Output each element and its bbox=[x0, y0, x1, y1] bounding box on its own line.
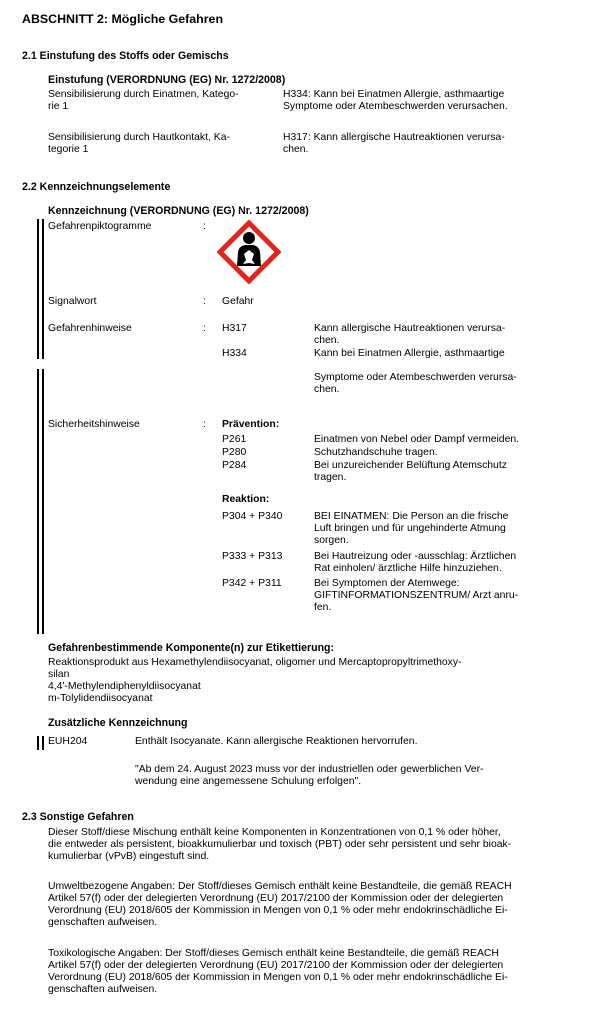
text-line: Umweltbezogene Angaben: Der Stoff/dieses Gemisch enthält keine Bestandteile, die gemäß REACH bbox=[48, 881, 512, 892]
reaction-text-p342 bbox=[314, 578, 518, 614]
change-bar bbox=[42, 736, 44, 750]
additional-labelling-heading: Zusätzliche Kennzeichnung bbox=[48, 717, 188, 729]
prevention-code-p261: P261 bbox=[222, 434, 247, 445]
text-line: Artikel 57(f) oder der delegierten Verordnung (EU) 2017/2100 der Kommission oder der delegierten bbox=[48, 893, 504, 904]
text-line: Luft bringen und für ungehinderte Atmung bbox=[314, 523, 506, 534]
component-item: 4,4'-Methylendiphenyldiisocyanat bbox=[48, 681, 201, 692]
text-line: Bei Symptomen der Atemwege: bbox=[314, 578, 460, 589]
classification-row-2-left bbox=[48, 132, 230, 156]
text-line: Bei Hautreizung oder -ausschlag: Ärztlichen bbox=[314, 551, 517, 562]
reaction-code-p304: P304 + P340 bbox=[222, 511, 283, 522]
labelling-heading: Kennzeichnung (VERORDNUNG (EG) Nr. 1272/2008) bbox=[48, 205, 309, 217]
prevention-text-p261: Einatmen von Nebel oder Dampf vermeiden. bbox=[314, 434, 520, 445]
pictogram-label: Gefahrenpiktogramme bbox=[48, 221, 152, 232]
hazard-text-h334: Kann bei Einatmen Allergie, asthmaartige bbox=[314, 348, 505, 359]
hazard-code-h317: H317 bbox=[222, 323, 247, 334]
text-line: die entweder als persistent, bioakkumulierbar und toxisch (PBT) oder sehr persistent und sehr bioak- bbox=[48, 839, 512, 850]
change-bar bbox=[42, 219, 44, 359]
pbt-paragraph bbox=[48, 827, 511, 863]
subsection-2-1-heading: 2.1 Einstufung des Stoffs oder Gemischs bbox=[22, 50, 229, 62]
health-hazard-pictogram-icon bbox=[217, 220, 281, 284]
text-line: Verordnung (EU) 2018/605 der Kommission in Mengen von 0,1 % oder mehr endokrinschädliche Ei- bbox=[48, 905, 508, 916]
text-line: rie 1 bbox=[48, 101, 69, 112]
reaction-code-p342: P342 + P311 bbox=[222, 578, 282, 589]
components-heading: Gefahrenbestimmende Komponente(n) zur Etikettierung: bbox=[48, 642, 335, 654]
text-line: GIFTINFORMATIONSZENTRUM/ Arzt anru- bbox=[314, 590, 519, 601]
text-line: genschaften aufweisen. bbox=[48, 984, 158, 995]
text-line: tegorie 1 bbox=[48, 144, 89, 155]
euh-code: EUH204 bbox=[48, 736, 88, 747]
colon: : bbox=[203, 323, 206, 334]
prevention-title: Prävention: bbox=[222, 419, 280, 430]
classification-heading: Einstufung (VERORDNUNG (EG) Nr. 1272/2008) bbox=[48, 74, 286, 86]
change-bar bbox=[37, 736, 39, 750]
text-line: Verordnung (EU) 2018/605 der Kommission in Mengen von 0,1 % oder mehr endokrinschädliche Ei- bbox=[48, 972, 508, 983]
signal-word-value: Gefahr bbox=[222, 296, 254, 307]
change-bar bbox=[37, 369, 39, 634]
text-line: Rat einholen/ ärztliche Hilfe hinzuziehen. bbox=[314, 563, 502, 574]
subsection-2-2-heading: 2.2 Kennzeichnungselemente bbox=[22, 181, 171, 193]
section-title: ABSCHNITT 2: Mögliche Gefahren bbox=[22, 12, 224, 26]
text-line: Toxikologische Angaben: Der Stoff/dieses Gemisch enthält keine Bestandteile, die gemäß REACH bbox=[48, 948, 499, 959]
subsection-2-3-heading: 2.3 Sonstige Gefahren bbox=[22, 811, 134, 823]
prevention-text-p280: Schutzhandschuhe tragen. bbox=[314, 447, 438, 458]
euh-training-note bbox=[135, 764, 484, 788]
text-line: Sensibilisierung durch Hautkontakt, Ka- bbox=[48, 132, 230, 143]
text-line: BEI EINATMEN: Die Person an die frische bbox=[314, 511, 509, 522]
euh-text: Enthält Isocyanate. Kann allergische Reaktionen hervorrufen. bbox=[135, 736, 418, 747]
prevention-text-p284 bbox=[314, 460, 507, 484]
environmental-paragraph bbox=[48, 881, 512, 929]
text-line: fen. bbox=[314, 602, 332, 613]
colon: : bbox=[203, 419, 206, 430]
text-line: Dieser Stoff/diese Mischung enthält keine Komponenten in Konzentrationen von 0,1 % oder höher, bbox=[48, 827, 501, 838]
classification-row-1-left bbox=[48, 89, 239, 113]
component-item: m-Tolylidendiisocyanat bbox=[48, 693, 153, 704]
text-line: chen. bbox=[314, 384, 340, 395]
hazard-text-h334-continued bbox=[314, 372, 517, 396]
toxicological-paragraph bbox=[48, 948, 508, 996]
change-bar bbox=[42, 369, 44, 634]
text-line: sorgen. bbox=[314, 535, 349, 546]
text-line: Symptome oder Atembeschwerden verursachen. bbox=[283, 101, 508, 112]
text-line: kumulierbar (vPvB) eingestuft sind. bbox=[48, 851, 210, 862]
text-line: chen. bbox=[283, 144, 309, 155]
classification-row-2-right bbox=[283, 132, 505, 156]
hazard-text-h317 bbox=[314, 323, 505, 347]
precautionary-statements-label: Sicherheitshinweise bbox=[48, 419, 140, 430]
text-line: "Ab dem 24. August 2023 muss vor der industriellen oder gewerblichen Ver- bbox=[135, 764, 484, 775]
hazard-statements-label: Gefahrenhinweise bbox=[48, 323, 132, 334]
prevention-code-p280: P280 bbox=[222, 447, 247, 458]
text-line: chen. bbox=[314, 335, 340, 346]
colon: : bbox=[203, 221, 206, 232]
text-line: wendung eine angemessene Schulung erfolgen". bbox=[135, 776, 362, 787]
text-line: Artikel 57(f) oder der delegierten Verordnung (EU) 2017/2100 der Kommission oder der delegierten bbox=[48, 960, 504, 971]
classification-row-1-right bbox=[283, 89, 508, 113]
change-bar bbox=[37, 219, 39, 359]
text-line: H334: Kann bei Einatmen Allergie, asthmaartige bbox=[283, 89, 505, 100]
text-line: H317: Kann allergische Hautreaktionen verursa- bbox=[283, 132, 505, 143]
text-line: tragen. bbox=[314, 472, 347, 483]
text-line: Bei unzureichender Belüftung Atemschutz bbox=[314, 460, 507, 471]
prevention-code-p284: P284 bbox=[222, 460, 247, 471]
components-list bbox=[48, 657, 462, 705]
text-line: Sensibilisierung durch Einatmen, Katego- bbox=[48, 89, 239, 100]
signal-word-label: Signalwort bbox=[48, 296, 97, 307]
hazard-code-h334: H334 bbox=[222, 348, 247, 359]
text-line: Kann allergische Hautreaktionen verursa- bbox=[314, 323, 506, 334]
text-line: genschaften aufweisen. bbox=[48, 917, 158, 928]
text-line: Symptome oder Atembeschwerden verursa- bbox=[314, 372, 517, 383]
colon: : bbox=[203, 296, 206, 307]
reaction-title: Reaktion: bbox=[222, 494, 270, 505]
reaction-text-p333 bbox=[314, 551, 516, 575]
reaction-text-p304 bbox=[314, 511, 508, 547]
component-item: silan bbox=[48, 669, 70, 680]
reaction-code-p333: P333 + P313 bbox=[222, 551, 283, 562]
component-item: Reaktionsprodukt aus Hexamethylendiisocyanat, oligomer und Mercaptopropyltrimethoxy- bbox=[48, 657, 462, 668]
